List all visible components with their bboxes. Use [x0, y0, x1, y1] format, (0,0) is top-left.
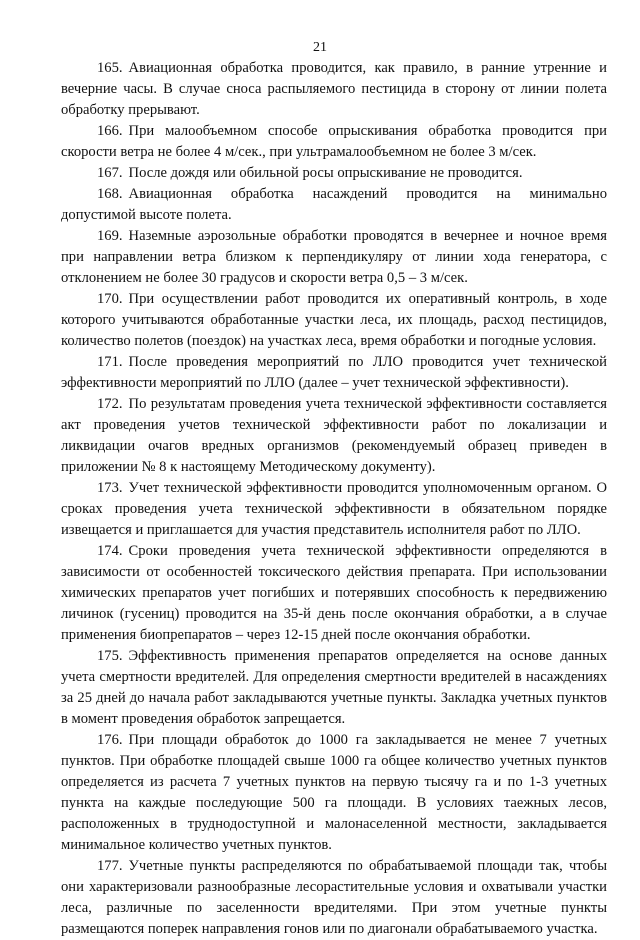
paragraph-number: 166. [97, 123, 123, 139]
paragraph-number: 171. [97, 354, 123, 370]
paragraph-174 [61, 541, 607, 646]
paragraph-text: Эффективность применения препаратов определяется на основе данных учета смертности вредителей. Для определения смертности вредителей в насаждениях за 25 дней до начала работ закладываются учетные пункты. Закладка учетных пунктов в момент проведения обработок запрещается. [61, 648, 607, 727]
paragraph-text: Авиационная обработка проводится, как правило, в ранние утренние и вечерние часы. В случае сноса распыляемого пестицида в сторону от линии полета обработку прерывают. [61, 60, 607, 118]
paragraph-text: По результатам проведения учета технической эффективности составляется акт проведения учетов технической эффективности работ по локализации и ликвидации очагов вредных организмов (рекомендуемый образец приведен в приложении № 8 к настоящему Методическому документу). [61, 396, 607, 475]
paragraph-number: 170. [97, 291, 123, 307]
page-number: 21 [313, 40, 327, 55]
paragraph-number: 173. [97, 480, 123, 496]
paragraph-text: При осуществлении работ проводится их оперативный контроль, в ходе которого учитываются обработанные участки леса, их площадь, расход пестицидов, количество полетов (поездок) на участках леса, время обработки и погодные условия. [61, 291, 607, 349]
paragraph-number: 172. [97, 396, 123, 412]
paragraph-165 [61, 58, 607, 121]
paragraph-text: Учетные пункты распределяются по обрабатываемой площади так, чтобы они характеризовали разнообразные лесорастительные условия и охватывали участки леса, различные по заселенности вредителями. При этом учетные пункты размещаются поперек направления гонов или по диагонали обрабатываемого участка. [61, 858, 607, 937]
paragraph-177 [61, 856, 607, 940]
paragraph-number: 174. [97, 543, 123, 559]
paragraph-170 [61, 289, 607, 352]
document-body [61, 58, 607, 940]
paragraph-text: После дождя или обильной росы опрыскивание не проводится. [128, 165, 523, 181]
paragraph-166 [61, 121, 607, 163]
paragraph-167 [61, 163, 607, 184]
paragraph-175 [61, 646, 607, 730]
paragraph-number: 169. [97, 228, 123, 244]
paragraph-number: 175. [97, 648, 123, 664]
paragraph-text: При малообъемном способе опрыскивания обработка проводится при скорости ветра не более 4 м/сек., при ультрамалообъемном не более 3 м/сек. [61, 123, 607, 160]
paragraph-number: 176. [97, 732, 123, 748]
paragraph-text: Учет технической эффективности проводится уполномоченным органом. О сроках проведения учета технической эффективности в обязательном порядке извещается и приглашается для участия представитель исполнителя работ по ЛЛО. [61, 480, 607, 538]
paragraph-text: При площади обработок до 1000 га закладывается не менее 7 учетных пунктов. При обработке площадей свыше 1000 га общее количество учетных пунктов определяется из расчета 7 учетных пунктов на первую тысячу га и по 1-3 учетных пункта на каждые последующие 500 га площади. В условиях таежных лесов, расположенных в труднодоступной и малонаселенной местности, закладывается минимальное количество учетных пунктов. [61, 732, 607, 853]
paragraph-text: Сроки проведения учета технической эффективности определяются в зависимости от особенностей токсического действия препарата. При использовании химических препаратов учет погибших и потерявших способность к передвижению личинок (гусениц) проводится на 35-й день после окончания обработки, а в случае применения биопрепаратов – через 12-15 дней после окончания обработки. [61, 543, 607, 643]
paragraph-text: После проведения мероприятий по ЛЛО проводится учет технической эффективности мероприятий по ЛЛО (далее – учет технической эффективности). [61, 354, 607, 391]
paragraph-173 [61, 478, 607, 541]
paragraph-176 [61, 730, 607, 856]
paragraph-text: Наземные аэрозольные обработки проводятся в вечернее и ночное время при направлении ветра близком к перпендикуляру от линии хода генератора, с отклонением не более 30 градусов и скорости ветра 0,5 – 3 м/сек. [61, 228, 607, 286]
paragraph-number: 177. [97, 858, 123, 874]
paragraph-number: 168. [97, 186, 123, 202]
paragraph-number: 165. [97, 60, 123, 76]
paragraph-171 [61, 352, 607, 394]
paragraph-172 [61, 394, 607, 478]
paragraph-text: Авиационная обработка насаждений проводится на минимально допустимой высоте полета. [61, 186, 607, 223]
paragraph-number: 167. [97, 165, 123, 181]
paragraph-169 [61, 226, 607, 289]
paragraph-168 [61, 184, 607, 226]
